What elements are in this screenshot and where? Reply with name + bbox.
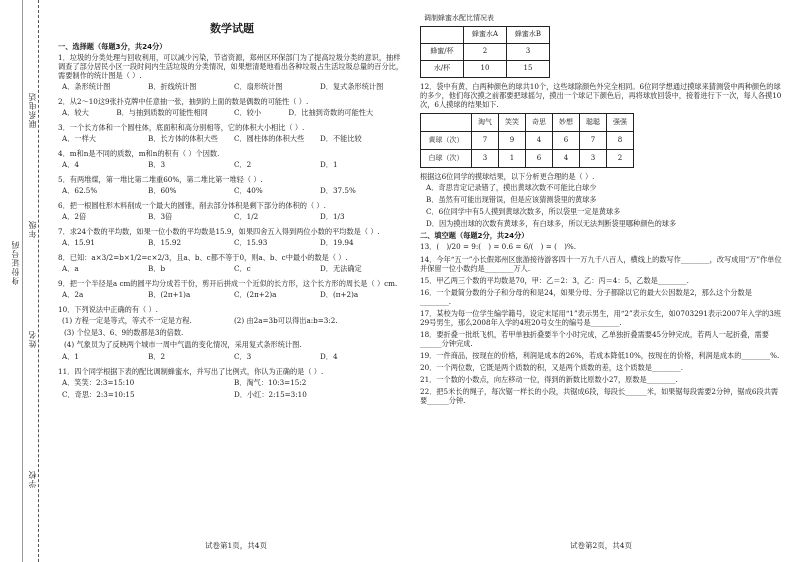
table-row <box>421 131 634 149</box>
option: C．较小 <box>234 107 262 117</box>
option: D．37.5% <box>320 185 356 195</box>
page-1 <box>58 8 406 408</box>
table-cell: 蜂蜜水B <box>507 26 550 43</box>
table-cell: 7 <box>472 131 499 149</box>
binding-margin <box>0 0 48 562</box>
option: C．6位同学中有5人摸到黄球次数多，所以袋里一定是黄球多 <box>426 206 621 216</box>
table-header-row <box>421 113 634 131</box>
option: B．b <box>148 263 166 273</box>
option: C．1/2 <box>234 211 259 221</box>
question-3: 3．一个长方体和一个圆柱体，底面积和高分别相等，它的体积大小相比（ ）. <box>58 122 305 132</box>
table-cell: 3 <box>472 149 499 167</box>
question-11: 11．四个同学根据下表的配比调制蜂蜜水，并写出了比例式，你认为正确的是（ ）. <box>58 366 324 376</box>
option: B．(2π+1)a <box>148 289 191 299</box>
table-cell: 黄球（次） <box>421 131 472 149</box>
binding-field-name: 姓名 <box>28 330 37 348</box>
table-cell: 蜂蜜水A <box>464 26 507 43</box>
question-4-options <box>62 160 406 169</box>
option: A．2倍 <box>62 211 87 221</box>
question-6-options <box>62 212 406 221</box>
option: B．3倍 <box>148 211 173 221</box>
table-cell: 奇思 <box>526 113 553 131</box>
table-cell: 水/杯 <box>421 60 464 77</box>
question-21: 21．一个数的小数点，向左移动一位，得到的新数比原数小27，原数是________. <box>420 374 678 384</box>
option: A．15.91 <box>62 237 95 247</box>
question-12: 12．袋中有黄、白两种颜色的球共10个，这些球除颜色外完全相同。6位同学想通过摸球来猜测袋中两种颜色的球的多少，他们每次摸之前都要把球摇匀，摸出一个球记下颜色后，再将球放回袋中，接着进行下一次，每人各摸10次，6人摸球的结果如下. <box>420 81 782 109</box>
table-cell: 笑笑 <box>499 113 526 131</box>
option: A．奇思肯定记录错了，摸出黄球次数不可能比白球少 <box>426 182 597 192</box>
option: C．c <box>234 263 251 273</box>
question-11-options <box>62 378 406 402</box>
option: D．1 <box>320 159 338 169</box>
table-cell: 1 <box>499 149 526 167</box>
option: D．(π+2)a <box>320 289 359 299</box>
question-9-options <box>62 290 406 299</box>
table-row <box>421 149 634 167</box>
table-cell: 3 <box>580 149 607 167</box>
question-9: 9．把一个半径是a cm的圆平均分成若干份，剪开后拼成一个近似的长方形，这个长方形的周长是（ ）cm. <box>58 278 398 288</box>
table-cell: 10 <box>464 60 507 77</box>
option: D．4 <box>320 351 338 361</box>
section-choice-heading: 一、选择题（每题3分，共24分） <box>58 41 167 51</box>
option: A．62.5% <box>62 185 98 195</box>
option: B．15.92 <box>148 237 182 247</box>
table-header-row <box>421 26 550 43</box>
question-10-options <box>62 352 406 361</box>
question-15: 15．甲乙两三个数的平均数是70，甲：乙＝2：3，乙：丙＝4：5，乙数是________. <box>420 275 689 285</box>
binding-field-phone: 联系电话 <box>28 92 37 128</box>
table-cell: 强强 <box>607 113 634 131</box>
question-13: 13．( )/20 = 9:( ) = 0.6 = 6/( ) = ( )%. <box>420 241 576 251</box>
table-cell: 7 <box>580 131 607 149</box>
option: B．淘气：10:3=15:2 <box>234 377 307 387</box>
table-row <box>421 43 550 60</box>
table-cell: 2 <box>607 149 634 167</box>
option: C．40% <box>234 185 263 195</box>
table-cell: 15 <box>507 60 550 77</box>
option: A．2a <box>62 289 84 299</box>
option: C．15.93 <box>234 237 268 247</box>
question-12-prompt: 根据这6位同学的摸球结果，以下分析更合理的是（ ）. <box>420 171 595 181</box>
question-16: 16．一个最简分数的分子和分母的和是24，如果分母、分子都除以它的最大公因数是2，那么这个分数是________. <box>420 287 752 306</box>
option: C．扇形统计图 <box>234 81 283 91</box>
statement: (2) 由2a=3b可以得出a:b=3:2. <box>234 315 338 325</box>
question-5-options <box>62 186 406 195</box>
question-2: 2．从2～10这9张扑克牌中任意抽一张，抽到的上面的数是偶数的可能性（ ）. <box>58 96 309 106</box>
section-fill-heading: 二、填空题（每题2分，共24分） <box>420 230 529 240</box>
question-14: 14．今年“五一”小长假郑州区旅游接待游客四十一万九千八百人，横线上的数写作________，改写成用“万”作单位并保留一位小数约是________万人. <box>420 254 782 273</box>
table-row <box>421 60 550 77</box>
table-cell <box>421 113 472 131</box>
question-18: 18．要折叠一批纸飞机，若甲单独折叠要半个小时完成，乙单独折叠需要45分钟完成，若两人一起折叠，需要______分钟完成. <box>420 329 769 348</box>
table-cell: 蜂蜜/杯 <box>421 43 464 60</box>
option: A．a <box>62 263 79 273</box>
question-5: 5．有两堆煤，第一堆比第二堆重60%，第二堆比第一堆轻（ ）. <box>58 174 263 184</box>
question-10: 10．下列说法中正确的有（ ）. <box>58 304 158 314</box>
option: B．虽然有可能出现错误，但是应该猜测袋里的黄球多 <box>426 194 597 204</box>
question-1-options <box>62 82 406 91</box>
page-title: 数学试题 <box>210 22 254 35</box>
option: D．无法确定 <box>320 263 362 273</box>
table-cell: 4 <box>553 149 580 167</box>
table-cell: 6 <box>553 131 580 149</box>
question-3-options <box>62 134 406 143</box>
option: B．60% <box>148 185 177 195</box>
binding-field-grade: 年级 <box>28 220 37 238</box>
table-cell: 聪聪 <box>580 113 607 131</box>
paper-edge-line <box>22 0 23 562</box>
option: C．圆柱体的体积大些 <box>234 133 305 143</box>
option: A．笑笑：2:3=15:10 <box>62 377 135 387</box>
table-cell: 妙想 <box>553 113 580 131</box>
table-cell: 2 <box>464 43 507 60</box>
table-1-caption: 调制蜂蜜水配比情况表 <box>424 14 494 22</box>
option: B．2 <box>148 351 166 361</box>
option: C．(2π+2)a <box>234 289 277 299</box>
statement: (4) 气象员为了反映两个城市一周中气温的变化情况，采用复式条形统计图. <box>64 339 302 349</box>
question-1: 1．垃圾的分类处理与回收利用，可以减少污染，节省资源，郑州区环保部门为了提高垃圾分类的意识，抽样调查了部分居民小区一段时间内生活垃圾的分类情况，如果想清楚地看出各种垃圾占生活垃圾总量的百分比，需要制作的统计图是（ ）. <box>58 52 404 80</box>
option: B．折线统计图 <box>148 81 197 91</box>
table-cell: 8 <box>607 131 634 149</box>
option: A．条形统计图 <box>62 81 111 91</box>
option: D．19.94 <box>320 237 354 247</box>
table-cell: 淘气 <box>472 113 499 131</box>
question-7: 7．求24个数的平均数，如果一位小数的平均数是15.9，如果四舍五入得到两位小数的平均数是（ ）. <box>58 226 380 236</box>
question-8: 8．已知：a×3/2=b×1/2=c×2/3，且a、b、c都不等于0，则a、b、c中最小的数是（ ）. <box>58 252 348 262</box>
option: D．复式条形统计图 <box>320 81 384 91</box>
question-8-options <box>62 264 406 273</box>
option: C．奇思：2:3=10:15 <box>62 389 135 399</box>
option: B．3 <box>148 159 166 169</box>
question-19: 19．一件商品，按现在的价格，利润是成本的26%，若成本降低10%，按现在的价格，利润是成本的________%. <box>420 350 780 360</box>
option: D．不能比较 <box>320 133 362 143</box>
option: D．比抽到奇数的可能性大 <box>288 107 374 117</box>
table-cell: 9 <box>499 131 526 149</box>
option: D．因为摸出球的次数有黄球多，有白球多，所以无法判断袋里哪种颜色的球多 <box>426 218 677 228</box>
binding-field-school: 学校 <box>28 470 37 488</box>
question-20: 20．一个两位数，它既是两个质数的积，又是两个质数的差，这个质数是________. <box>420 362 683 372</box>
question-6: 6．把一根圆柱形木料削成一个最大的圆锥，削去部分体积是剩下部分的体积的（ ）. <box>58 200 326 210</box>
option: C．2 <box>234 159 252 169</box>
ball-draw-table <box>420 113 634 168</box>
statement: (3) 个位是3、6、9的数都是3的倍数. <box>64 327 184 337</box>
page-1-footer: 试卷第1页，共4页 <box>205 541 268 550</box>
option: D．小红：2:15=3:10 <box>234 389 307 399</box>
option: A．较大 <box>62 107 89 117</box>
question-4: 4．m和n是不同的质数，m和n的积有（ ）个因数. <box>58 148 220 158</box>
table-cell: 4 <box>526 131 553 149</box>
seal-dashed-line <box>38 0 39 562</box>
table-cell <box>421 26 464 43</box>
statement: (1) 方程一定是等式，等式不一定是方程. <box>62 315 192 325</box>
question-17: 17．某校为每一位学生编学籍号，设定末尾用“1”表示男生，用“2”表示女生，如0703291表示2007年入学的3班29号男生，那么2008年入学的4班20号女生的编号是________. <box>420 308 781 327</box>
option: B．与抽到质数的可能性相同 <box>116 107 208 117</box>
option: A．4 <box>62 159 79 169</box>
question-7-options <box>62 238 406 247</box>
option: D．1/3 <box>320 211 345 221</box>
table-cell: 6 <box>526 149 553 167</box>
option: A．一样大 <box>62 133 96 143</box>
page-2 <box>420 8 782 406</box>
table-cell: 白球（次） <box>421 149 472 167</box>
table-cell: 3 <box>507 43 550 60</box>
question-10-statements-a <box>62 316 406 325</box>
page-2-footer: 试卷第2页，共4页 <box>570 541 633 550</box>
option: C．3 <box>234 351 252 361</box>
honey-water-table <box>420 26 550 78</box>
option: B．长方体的体积大些 <box>148 133 218 143</box>
question-2-options <box>62 108 406 117</box>
question-22: 22．把5米长的绳子，每次锯一样长的小段，共锯成6段，每段长______米，如果锯每段需要2分钟，锯成6段共需要______分钟. <box>420 386 779 405</box>
option: A．1 <box>62 351 79 361</box>
binding-field-id: 身份证号码 <box>11 240 20 285</box>
